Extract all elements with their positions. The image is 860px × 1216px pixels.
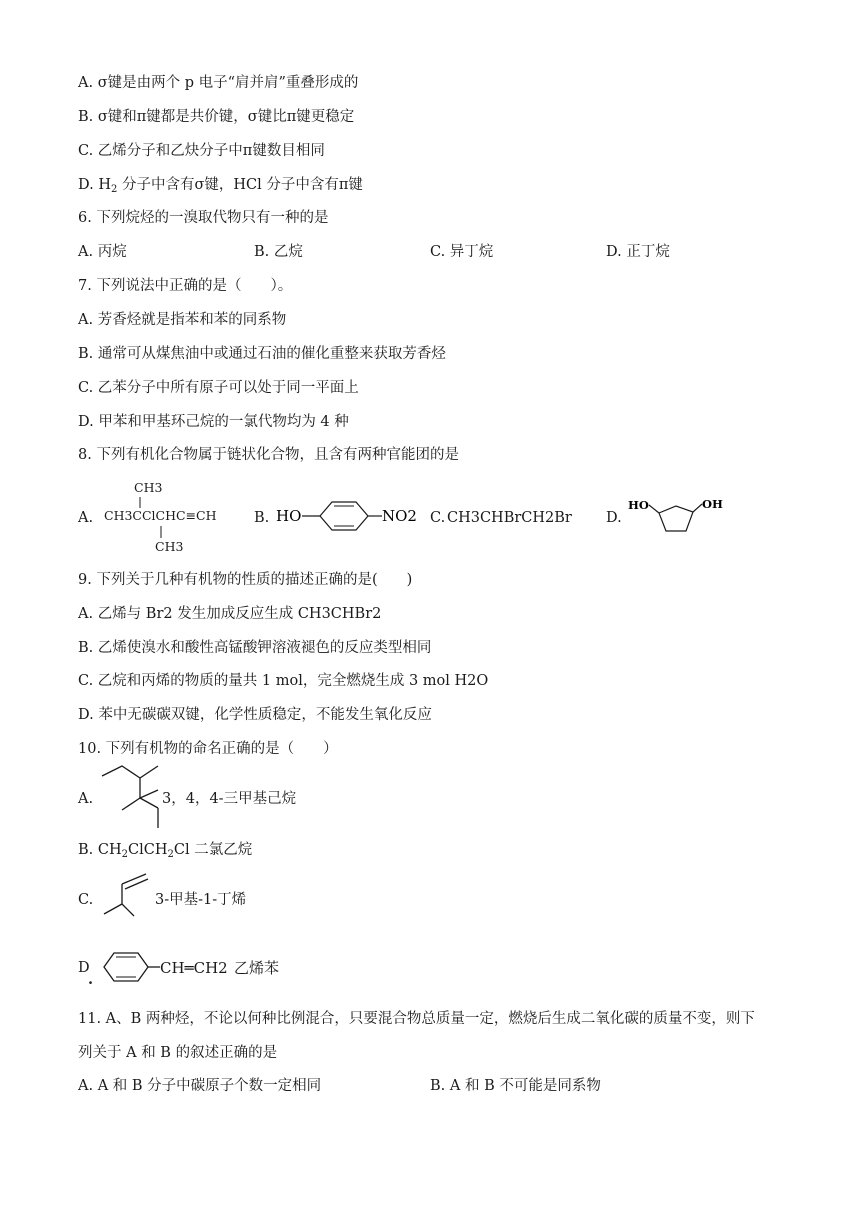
- q9-option-c: C. 乙烷和丙烯的物质的量共 1 mol，完全燃烧生成 3 mol H2O: [78, 673, 489, 689]
- q10-option-d-name: 乙烯苯: [234, 959, 280, 977]
- q5-option-d-suffix: 分子中含有σ键，HCl 分子中含有π键: [117, 177, 363, 193]
- q9-stem: 9. 下列关于几种有机物的性质的描述正确的是( ): [78, 572, 413, 588]
- q8-option-b-structure: [276, 497, 416, 537]
- q9-option-b: B. 乙烯使溴水和酸性高锰酸钾溶液褪色的反应类型相同: [78, 640, 432, 656]
- q10-option-d-formula: CH═CH2: [160, 959, 228, 977]
- q9-option-a: A. 乙烯与 Br2 发生加成反应生成 CH3CHBr2: [78, 606, 382, 622]
- q10-option-c-name: 3-甲基-1-丁烯: [155, 892, 247, 908]
- q7-option-c: C. 乙苯分子中所有原子可以处于同一平面上: [78, 380, 359, 396]
- q5-option-d-prefix: D. H: [78, 177, 111, 193]
- q6-option-a: A. 丙烷: [78, 244, 127, 260]
- q6-option-d: D. 正丁烷: [606, 244, 670, 260]
- q11-stem-line1: 11. A、B 两种烃，不论以何种比例混合，只要混合物总质量一定，燃烧后生成二氧化碳的质量不变，则下: [78, 1011, 755, 1027]
- q10-stem: 10. 下列有机物的命名正确的是（ ）: [78, 741, 338, 757]
- q8-option-c-formula: CH3CHBrCH2Br: [447, 510, 572, 526]
- q10-option-c-label: C.: [78, 892, 94, 908]
- q7-stem: 7. 下列说法中正确的是（ ）。: [78, 278, 293, 294]
- q8-option-d-structure: [628, 495, 728, 545]
- q6-option-c: C. 异丁烷: [430, 244, 494, 260]
- q8-option-d-oh: OH: [702, 497, 723, 511]
- q8-option-a-ch3-bottom: CH3: [155, 539, 184, 554]
- q11-stem-line2: 列关于 A 和 B 的叙述正确的是: [78, 1045, 278, 1061]
- q8-option-a-ch3-top: CH3: [134, 480, 163, 495]
- q8-option-b-no2: NO2: [382, 507, 417, 525]
- q6-option-b: B. 乙烷: [254, 244, 303, 260]
- q8-option-a-main-formula: CH3CClCHC≡CH: [104, 508, 217, 523]
- q8-stem: 8. 下列有机化合物属于链状化合物，且含有两种官能团的是: [78, 447, 459, 463]
- q8-option-a-label: A.: [78, 510, 94, 526]
- q5-option-d-subscript: 2: [110, 184, 118, 195]
- q10-option-a-name: 3，4，4-三甲基己烷: [162, 791, 297, 807]
- q8-option-d-ho: HO: [628, 498, 649, 512]
- q5-option-b: B. σ键和π键都是共价键，σ键比π键更稳定: [78, 109, 355, 125]
- q7-option-a: A. 芳香烃就是指苯和苯的同系物: [78, 312, 287, 328]
- q11-option-b: B. A 和 B 不可能是同系物: [430, 1078, 601, 1094]
- q5-option-c: C. 乙烯分子和乙炔分子中π键数目相同: [78, 143, 325, 159]
- q6-stem: 6. 下列烷烃的一溴取代物只有一种的是: [78, 210, 329, 226]
- q7-option-b: B. 通常可从煤焦油中或通过石油的催化重整来获取芳香烃: [78, 346, 446, 362]
- q8-option-a-bonds: [0, 0, 1, 1]
- q5-option-d: [78, 175, 363, 195]
- q8-option-c-label: C.: [430, 510, 446, 526]
- q9-option-d: D. 苯中无碳碳双键，化学性质稳定，不能发生氧化反应: [78, 707, 432, 723]
- q10-option-c-skeletal-structure: [100, 872, 160, 922]
- q8-option-d-label: D.: [606, 510, 622, 526]
- q7-option-d: D. 甲苯和甲基环己烷的一氯代物均为 4 种: [78, 414, 349, 430]
- q8-option-b-ho: HO: [276, 507, 302, 525]
- q5-option-a: A. σ键是由两个 p 电子“肩并肩”重叠形成的: [78, 75, 359, 91]
- q10-option-d-dot: .: [88, 971, 94, 988]
- q10-option-d-label: D: [78, 960, 90, 976]
- q10-option-b: B. $CH_2ClCH_2Cl$ 二氯乙烷: [78, 842, 253, 860]
- q10-option-d-benzene-ring: [98, 948, 168, 988]
- q8-option-b-label: B.: [254, 510, 270, 526]
- q10-option-a-label: A.: [78, 791, 94, 807]
- q11-option-a: A. A 和 B 分子中碳原子个数一定相同: [78, 1078, 322, 1094]
